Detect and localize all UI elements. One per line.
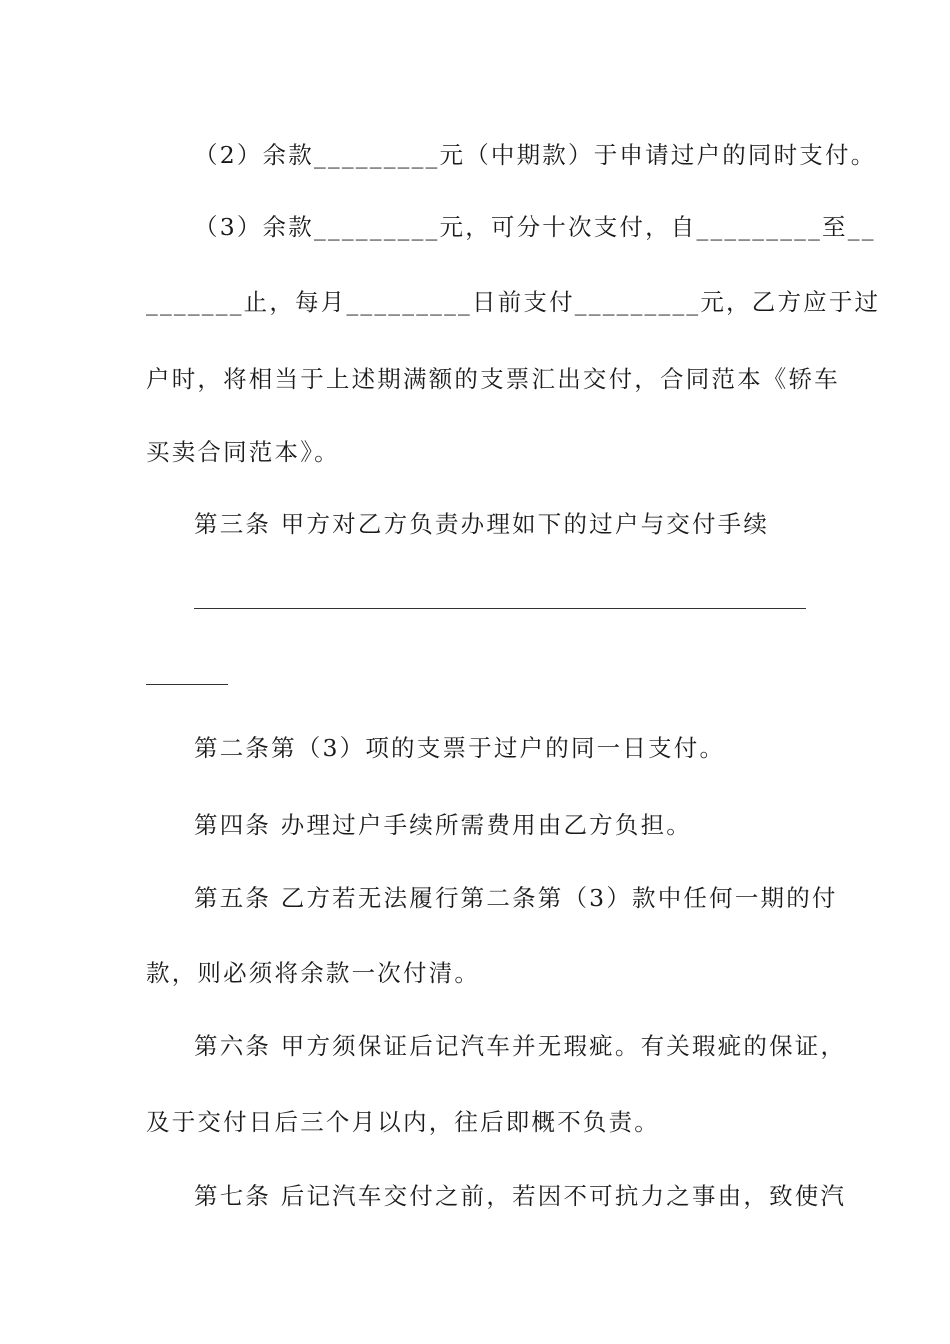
- article-3-heading: 第三条 甲方对乙方负责办理如下的过户与交付手续: [194, 510, 770, 538]
- article-5-line-1: 第五条 乙方若无法履行第二条第（3）款中任何一期的付: [194, 884, 838, 912]
- article-5-line-2: 款，则必须将余款一次付清。: [146, 959, 481, 987]
- paragraph-line-3: _______止，每月_________日前支付_________元，乙方应于过: [146, 288, 881, 316]
- article-6-line-1: 第六条 甲方须保证后记汽车并无瑕疵。有关瑕疵的保证，: [194, 1032, 847, 1060]
- article-7-line-1: 第七条 后记汽车交付之前，若因不可抗力之事由，致使汽: [194, 1182, 847, 1210]
- article-4: 第四条 办理过户手续所需费用由乙方负担。: [194, 811, 692, 839]
- paragraph-line-2: （3）余款_________元，可分十次支付，自_________至__: [194, 213, 876, 241]
- paragraph-line-5: 买卖合同范本》。: [146, 438, 340, 466]
- fill-in-blank-line: [194, 608, 806, 609]
- fill-in-blank-line-continuation: [146, 684, 228, 685]
- paragraph-line-4: 户时，将相当于上述期满额的支票汇出交付，合同范本《轿车: [146, 365, 840, 393]
- article-6-line-2: 及于交付日后三个月以内，往后即概不负责。: [146, 1108, 660, 1136]
- paragraph-line-6: 第二条第（3）项的支票于过户的同一日支付。: [194, 734, 726, 762]
- paragraph-line-1: （2）余款_________元（中期款）于申请过户的同时支付。: [194, 141, 877, 169]
